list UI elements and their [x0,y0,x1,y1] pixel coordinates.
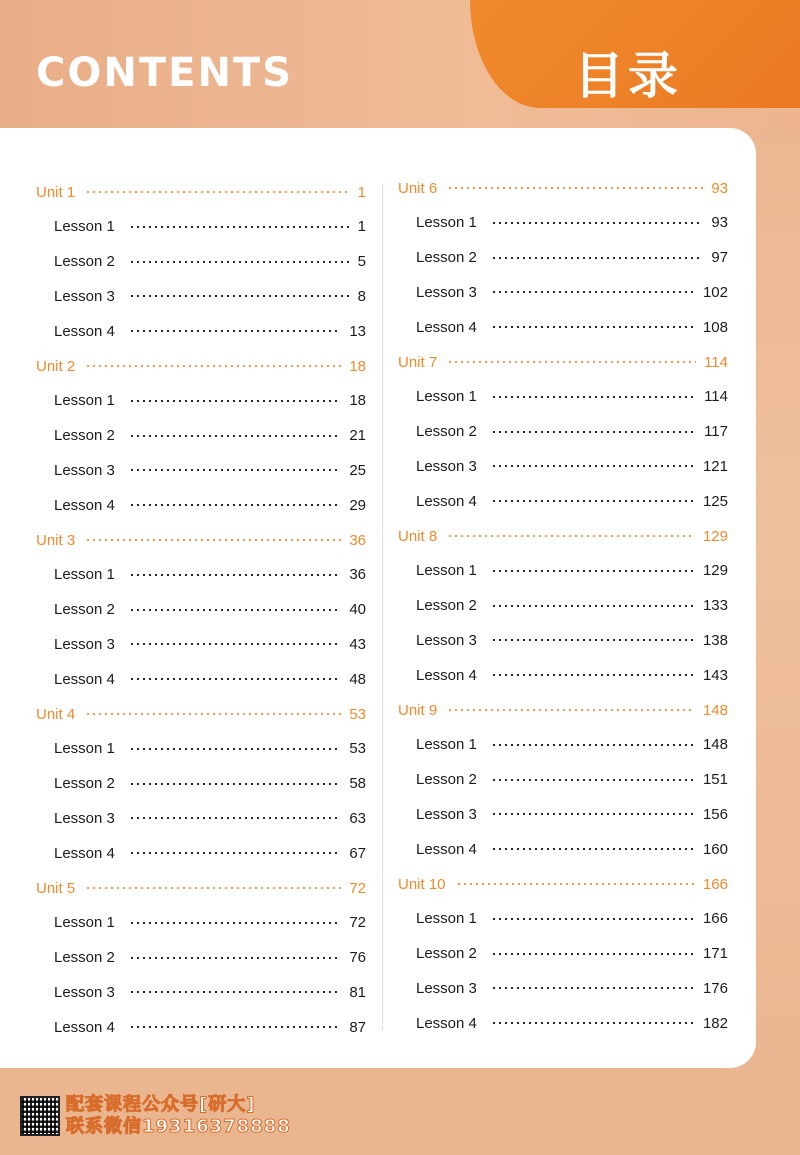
page-number: 1 [357,218,366,236]
dot-leader [447,535,695,537]
page-number: 125 [702,492,728,510]
lesson-label: Lesson 1 [54,566,115,584]
page-number: 166 [702,910,728,928]
column-divider [382,185,383,1030]
lesson-label: Lesson 4 [416,1014,477,1032]
lesson-label: Lesson 1 [54,392,115,410]
toc-lesson-row[interactable] [398,211,728,235]
lesson-label: Lesson 2 [54,253,115,271]
toc-lesson-row[interactable] [398,594,728,618]
lesson-label: Lesson 3 [416,979,477,997]
page-number: 148 [702,701,728,719]
page-title-chinese: 目录 [574,47,682,105]
toc-lesson-row[interactable] [36,772,366,796]
dot-leader [85,539,341,541]
dot-leader [129,504,341,506]
dot-leader [129,330,341,332]
page-number: 171 [702,945,728,963]
lesson-label: Lesson 3 [416,805,477,823]
dot-leader [129,400,341,402]
toc-lesson-row[interactable] [398,837,728,861]
lesson-label: Lesson 1 [54,218,115,236]
page-number: 97 [711,249,728,267]
lesson-label: Lesson 2 [54,949,115,967]
lesson-label: Lesson 2 [54,775,115,793]
toc-unit-row[interactable] [398,872,728,896]
toc-lesson-row[interactable] [36,946,366,970]
toc-unit-row[interactable] [36,702,366,726]
lesson-label: Lesson 2 [416,945,477,963]
toc-unit-row[interactable] [36,528,366,552]
lesson-label: Lesson 2 [54,427,115,445]
unit-label: Unit 3 [36,531,76,549]
dot-leader [491,918,695,920]
lesson-label: Lesson 1 [54,914,115,932]
dot-leader [85,191,349,193]
page-number: 160 [702,840,728,858]
lesson-label: Lesson 4 [416,318,477,336]
page-number: 129 [702,562,728,580]
dot-leader [491,848,695,850]
qr-code-icon [20,1096,60,1136]
page-number: 5 [357,253,366,271]
toc-lesson-row[interactable] [398,454,728,478]
page-number: 29 [349,496,366,514]
page-number: 53 [349,740,366,758]
lesson-label: Lesson 3 [54,635,115,653]
dot-leader [129,991,341,993]
toc-lesson-row[interactable] [36,493,366,517]
lesson-label: Lesson 2 [416,423,477,441]
toc-unit-row[interactable] [398,524,728,548]
dot-leader [129,783,341,785]
dot-leader [129,852,341,854]
unit-label: Unit 10 [398,875,446,893]
lesson-label: Lesson 2 [416,249,477,267]
toc-lesson-row[interactable] [36,424,366,448]
dot-leader [129,748,341,750]
dot-leader [491,1022,695,1024]
footer-line-1: 配套课程公众号[研大] [66,1094,256,1115]
page-number: 117 [704,423,728,441]
lesson-label: Lesson 4 [54,670,115,688]
lesson-label: Lesson 3 [54,983,115,1001]
dot-leader [491,257,703,259]
lesson-label: Lesson 4 [416,840,477,858]
toc-lesson-row[interactable] [36,215,366,239]
page-number: 21 [349,427,366,445]
toc-lesson-row[interactable] [398,942,728,966]
lesson-label: Lesson 4 [54,322,115,340]
lesson-label: Lesson 3 [54,461,115,479]
dot-leader [491,431,696,433]
unit-label: Unit 8 [398,527,438,545]
toc-lesson-row[interactable] [36,841,366,865]
unit-label: Unit 9 [398,701,438,719]
toc-unit-row[interactable] [398,350,728,374]
page-number: 114 [704,353,728,371]
lesson-label: Lesson 1 [416,910,477,928]
toc-lesson-row[interactable] [398,628,728,652]
toc-unit-row[interactable] [36,180,366,204]
toc-lesson-row[interactable] [398,663,728,687]
page-number: 36 [349,531,366,549]
dot-leader [129,957,341,959]
dot-leader [491,326,695,328]
page-number: 93 [711,179,728,197]
page-number: 81 [349,983,366,1001]
page-number: 48 [349,670,366,688]
page-number: 58 [349,775,366,793]
footer-line-2: 联系微信19316378888 [66,1116,291,1137]
page-number: 18 [349,392,366,410]
page-number: 176 [702,979,728,997]
toc-lesson-row[interactable] [398,907,728,931]
dot-leader [129,817,341,819]
dot-leader [491,779,695,781]
page-number: 114 [704,388,728,406]
toc-unit-row[interactable] [36,354,366,378]
toc-lesson-row[interactable] [36,667,366,691]
dot-leader [491,813,695,815]
toc-lesson-row[interactable] [398,802,728,826]
dot-leader [447,187,703,189]
toc-lesson-row[interactable] [36,632,366,656]
toc-lesson-row[interactable] [398,315,728,339]
lesson-label: Lesson 3 [54,287,115,305]
page-number: 18 [349,357,366,375]
toc-lesson-row[interactable] [36,598,366,622]
toc-lesson-row[interactable] [398,280,728,304]
dot-leader [491,500,695,502]
lesson-label: Lesson 1 [416,388,477,406]
lesson-label: Lesson 3 [416,631,477,649]
dot-leader [85,713,341,715]
toc-lesson-row[interactable] [36,911,366,935]
lesson-label: Lesson 3 [416,457,477,475]
lesson-label: Lesson 2 [416,771,477,789]
dot-leader [129,469,341,471]
dot-leader [129,226,350,228]
toc-lesson-row[interactable] [398,733,728,757]
dot-leader [129,609,341,611]
page-number: 8 [357,287,366,305]
dot-leader [129,1026,341,1028]
toc-lesson-row[interactable] [36,319,366,343]
page-number: 72 [349,914,366,932]
toc-lesson-row[interactable] [398,768,728,792]
lesson-label: Lesson 3 [416,283,477,301]
dot-leader [491,465,695,467]
page-number: 166 [702,875,728,893]
toc-lesson-row[interactable] [398,246,728,270]
footer-promo [20,1094,291,1138]
toc-lesson-row[interactable] [36,563,366,587]
page-number: 43 [349,635,366,653]
toc-lesson-row[interactable] [398,976,728,1000]
page-number: 67 [349,844,366,862]
page-number: 25 [349,461,366,479]
lesson-label: Lesson 1 [416,562,477,580]
dot-leader [491,987,695,989]
lesson-label: Lesson 2 [54,601,115,619]
dot-leader [85,365,341,367]
page-title: CONTENTS [36,50,294,96]
page-number: 13 [349,322,366,340]
toc-unit-row[interactable] [36,876,366,900]
toc-lesson-row[interactable] [398,559,728,583]
lesson-label: Lesson 4 [54,1018,115,1036]
dot-leader [491,744,695,746]
dot-leader [491,639,695,641]
lesson-label: Lesson 1 [416,736,477,754]
page-number: 93 [711,214,728,232]
page-number: 1 [357,183,366,201]
unit-label: Unit 7 [398,353,438,371]
lesson-label: Lesson 1 [54,740,115,758]
lesson-label: Lesson 4 [416,666,477,684]
lesson-label: Lesson 1 [416,214,477,232]
dot-leader [129,574,341,576]
page-number: 143 [702,666,728,684]
unit-label: Unit 1 [36,183,76,201]
dot-leader [129,435,341,437]
dot-leader [491,396,696,398]
dot-leader [129,261,350,263]
page-number: 76 [349,949,366,967]
toc-lesson-row[interactable] [36,284,366,308]
dot-leader [491,605,695,607]
page-number: 53 [349,705,366,723]
page-number: 121 [702,457,728,475]
toc-unit-row[interactable] [398,698,728,722]
page-number: 138 [702,631,728,649]
unit-label: Unit 4 [36,705,76,723]
unit-label: Unit 5 [36,879,76,897]
page-number: 133 [702,597,728,615]
toc-lesson-row[interactable] [36,1015,366,1039]
dot-leader [85,887,341,889]
page-number: 102 [702,283,728,301]
toc-lesson-row[interactable] [36,737,366,761]
toc-lesson-row[interactable] [36,980,366,1004]
page-number: 129 [702,527,728,545]
page-number: 40 [349,601,366,619]
toc-unit-row[interactable] [398,176,728,200]
dot-leader [491,953,695,955]
toc-lesson-row[interactable] [398,489,728,513]
toc-lesson-row[interactable] [398,385,728,409]
lesson-label: Lesson 4 [416,492,477,510]
toc-lesson-row[interactable] [398,1011,728,1035]
dot-leader [491,570,695,572]
dot-leader [491,222,703,224]
lesson-label: Lesson 4 [54,844,115,862]
dot-leader [491,674,695,676]
page-number: 156 [702,805,728,823]
lesson-label: Lesson 2 [416,597,477,615]
dot-leader [491,291,695,293]
dot-leader [447,361,696,363]
page-number: 63 [349,809,366,827]
unit-label: Unit 2 [36,357,76,375]
dot-leader [447,709,695,711]
page-number: 108 [702,318,728,336]
toc-lesson-row[interactable] [398,420,728,444]
page-number: 182 [702,1014,728,1032]
toc-lesson-row[interactable] [36,458,366,482]
toc-lesson-row[interactable] [36,806,366,830]
dot-leader [456,883,695,885]
page-number: 72 [349,879,366,897]
unit-label: Unit 6 [398,179,438,197]
dot-leader [129,295,350,297]
toc-lesson-row[interactable] [36,389,366,413]
lesson-label: Lesson 3 [54,809,115,827]
dot-leader [129,678,341,680]
dot-leader [129,643,341,645]
lesson-label: Lesson 4 [54,496,115,514]
page-number: 87 [349,1018,366,1036]
toc-lesson-row[interactable] [36,250,366,274]
page-number: 148 [702,736,728,754]
dot-leader [129,922,341,924]
page-number: 151 [702,771,728,789]
page-number: 36 [349,566,366,584]
